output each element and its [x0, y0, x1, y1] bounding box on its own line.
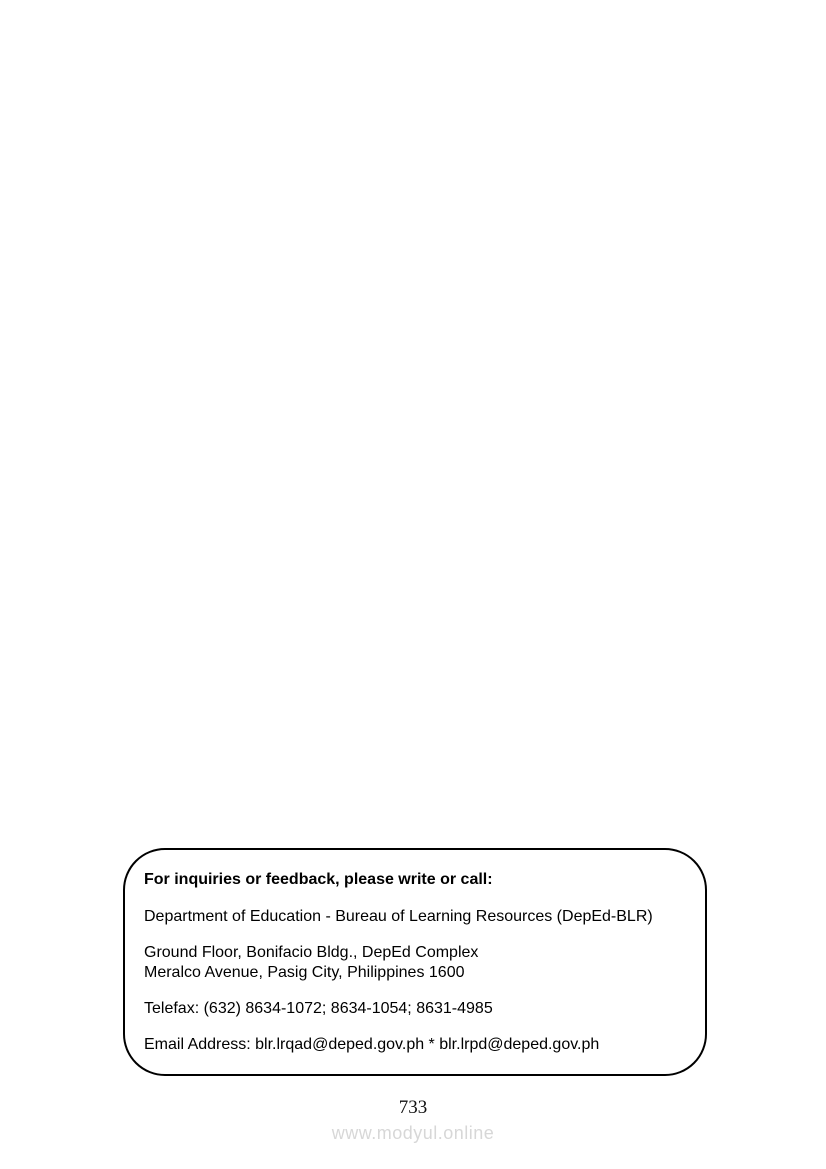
contact-email-line	[144, 1035, 691, 1055]
watermark: www.modyul.online	[331, 1123, 495, 1143]
address-line-2: Meralco Avenue, Pasig City, Philippines 1600	[144, 964, 465, 981]
address-line-1: Ground Floor, Bonifacio Bldg., DepEd Complex	[144, 944, 479, 961]
email-text: Email Address: blr.lrqad@deped.gov.ph * blr.lrpd@deped.gov.ph	[144, 1036, 600, 1053]
department-text: Department of Education - Bureau of Learning Resources (DepEd-BLR)	[144, 908, 653, 925]
contact-address-block	[144, 943, 691, 983]
contact-telefax-line	[144, 999, 691, 1019]
contact-line-department	[144, 907, 691, 927]
page-number: 733	[398, 1097, 428, 1118]
telefax-text: Telefax: (632) 8634-1072; 8634-1054; 8631-4985	[144, 1000, 493, 1017]
contact-box-heading: For inquiries or feedback, please write or call:	[144, 871, 493, 888]
contact-info-box	[123, 848, 707, 1076]
